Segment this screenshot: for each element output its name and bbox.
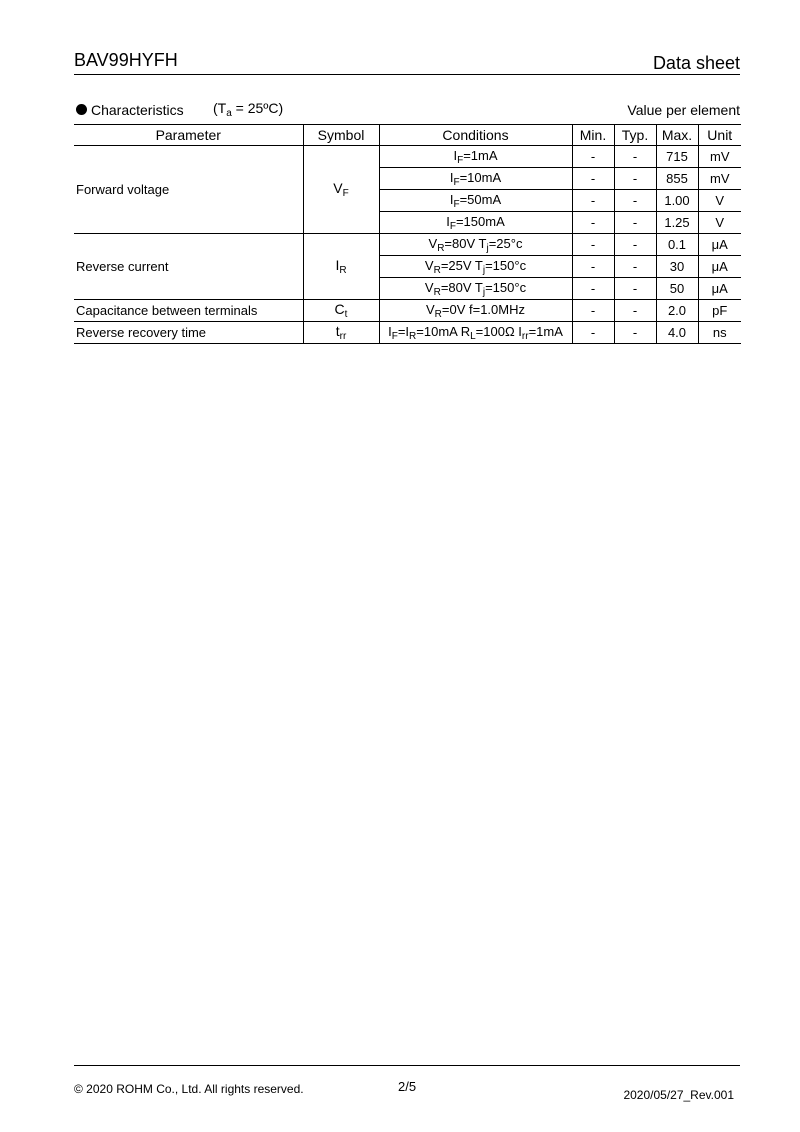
section-heading [74, 100, 740, 122]
cond-sub: F [453, 176, 460, 188]
document-type: Data sheet [652, 53, 740, 73]
cond-sub: F [449, 220, 456, 232]
symbol-main: V [333, 180, 343, 196]
cond-part: V [424, 257, 434, 273]
cond-part: V [424, 279, 434, 295]
value-note: Value per element [627, 102, 740, 118]
symbol-vf [303, 146, 379, 234]
cond-part: =I [397, 323, 410, 339]
header-typ: Typ. [614, 125, 656, 146]
param-reverse-recovery: Reverse recovery time [74, 322, 303, 344]
document-title: BAV99HYFH [74, 50, 178, 70]
table-row [74, 300, 741, 322]
header-unit: Unit [698, 125, 741, 146]
table-header-row [74, 125, 741, 146]
unit-cell: μA [698, 278, 741, 300]
bullet-icon [76, 104, 87, 115]
max-cell: 30 [656, 256, 698, 278]
param-reverse-current: Reverse current [74, 234, 303, 300]
min-cell: - [572, 168, 614, 190]
cond-sub: j [486, 242, 489, 254]
symbol-sub: t [344, 309, 348, 320]
copyright: © 2020 ROHM Co., Ltd. All rights reserved. [74, 1082, 304, 1096]
header-conditions: Conditions [379, 125, 572, 146]
condition-suffix: = 25ºC) [231, 100, 284, 116]
typ-cell: - [614, 212, 656, 234]
typ-cell: - [614, 278, 656, 300]
max-cell: 1.25 [656, 212, 698, 234]
cond-sub: R [433, 264, 441, 276]
table-row [74, 146, 741, 168]
cond-sub: L [470, 330, 476, 342]
symbol-main: I [335, 257, 340, 273]
symbol-main: C [334, 301, 345, 317]
cond-sub: R [434, 308, 442, 320]
cond-sub: j [482, 264, 486, 276]
typ-cell: - [614, 234, 656, 256]
cond-part: =80V T [444, 235, 487, 251]
max-cell: 4.0 [656, 322, 698, 344]
symbol-sub: rr [339, 331, 347, 342]
cond-part: =50mA [459, 191, 502, 207]
cond-sub: rr [521, 330, 529, 342]
symbol-sub: R [339, 265, 347, 276]
condition-cell [379, 190, 572, 212]
typ-cell: - [614, 190, 656, 212]
max-cell: 0.1 [656, 234, 698, 256]
symbol-trr [303, 322, 379, 344]
max-cell: 855 [656, 168, 698, 190]
typ-cell: - [614, 146, 656, 168]
page-number: 2/5 [398, 1079, 417, 1094]
cond-sub: R [437, 242, 445, 254]
cond-part: =150°c [485, 257, 527, 273]
min-cell: - [572, 212, 614, 234]
unit-cell: V [698, 190, 741, 212]
max-cell: 715 [656, 146, 698, 168]
param-forward-voltage: Forward voltage [74, 146, 303, 234]
min-cell: - [572, 256, 614, 278]
cond-part: =100Ω I [475, 323, 522, 339]
cond-part: =0V f=1.0MHz [441, 301, 525, 317]
unit-cell: V [698, 212, 741, 234]
cond-part: =150mA [455, 213, 505, 229]
condition-cell [379, 168, 572, 190]
cond-part: I [449, 191, 454, 207]
typ-cell: - [614, 168, 656, 190]
cond-sub: F [457, 154, 464, 166]
typ-cell: - [614, 256, 656, 278]
condition-cell [379, 278, 572, 300]
symbol-ir [303, 234, 379, 300]
cond-part: =10mA R [416, 323, 471, 339]
header-parameter: Parameter [74, 125, 303, 146]
symbol-main: t [335, 323, 340, 339]
cond-part: I [446, 213, 450, 229]
cond-part: =150°c [485, 279, 527, 295]
cond-part: I [388, 323, 392, 339]
cond-part: =25°c [488, 235, 523, 251]
symbol-sub: F [342, 188, 349, 199]
section-label: Characteristics [91, 102, 184, 118]
typ-cell: - [614, 300, 656, 322]
min-cell: - [572, 190, 614, 212]
max-cell: 1.00 [656, 190, 698, 212]
cond-part: I [453, 147, 458, 163]
cond-part: =25V T [440, 257, 483, 273]
unit-cell: mV [698, 146, 741, 168]
header-min: Min. [572, 125, 614, 146]
cond-sub: R [409, 330, 417, 342]
max-cell: 50 [656, 278, 698, 300]
unit-cell: mV [698, 168, 741, 190]
cond-sub: F [453, 198, 460, 210]
ambient-condition [213, 100, 283, 119]
condition-sub: a [226, 108, 232, 119]
page-footer [74, 1065, 740, 1106]
characteristics-table [74, 124, 741, 344]
condition-cell [379, 322, 572, 344]
condition-cell [379, 212, 572, 234]
cond-part: =1mA [528, 323, 563, 339]
header-max: Max. [656, 125, 698, 146]
condition-cell [379, 300, 572, 322]
cond-part: =10mA [459, 169, 502, 185]
min-cell: - [572, 322, 614, 344]
condition-prefix: (T [213, 100, 227, 116]
revision: 2020/05/27_Rev.001 [623, 1088, 734, 1102]
min-cell: - [572, 278, 614, 300]
typ-cell: - [614, 322, 656, 344]
cond-part: =1mA [463, 147, 498, 163]
cond-part: =80V T [440, 279, 483, 295]
condition-cell [379, 234, 572, 256]
unit-cell: μA [698, 256, 741, 278]
table-row [74, 322, 741, 344]
page-header [74, 48, 740, 75]
cond-sub: F [391, 330, 398, 342]
param-capacitance: Capacitance between terminals [74, 300, 303, 322]
cond-sub: j [482, 286, 486, 298]
cond-sub: R [433, 286, 441, 298]
table-row [74, 234, 741, 256]
unit-cell: μA [698, 234, 741, 256]
cond-part: I [449, 169, 454, 185]
condition-cell [379, 256, 572, 278]
symbol-ct [303, 300, 379, 322]
header-symbol: Symbol [303, 125, 379, 146]
min-cell: - [572, 300, 614, 322]
cond-part: V [425, 301, 435, 317]
min-cell: - [572, 146, 614, 168]
condition-cell [379, 146, 572, 168]
max-cell: 2.0 [656, 300, 698, 322]
min-cell: - [572, 234, 614, 256]
cond-part: V [428, 235, 438, 251]
unit-cell: ns [698, 322, 741, 344]
unit-cell: pF [698, 300, 741, 322]
